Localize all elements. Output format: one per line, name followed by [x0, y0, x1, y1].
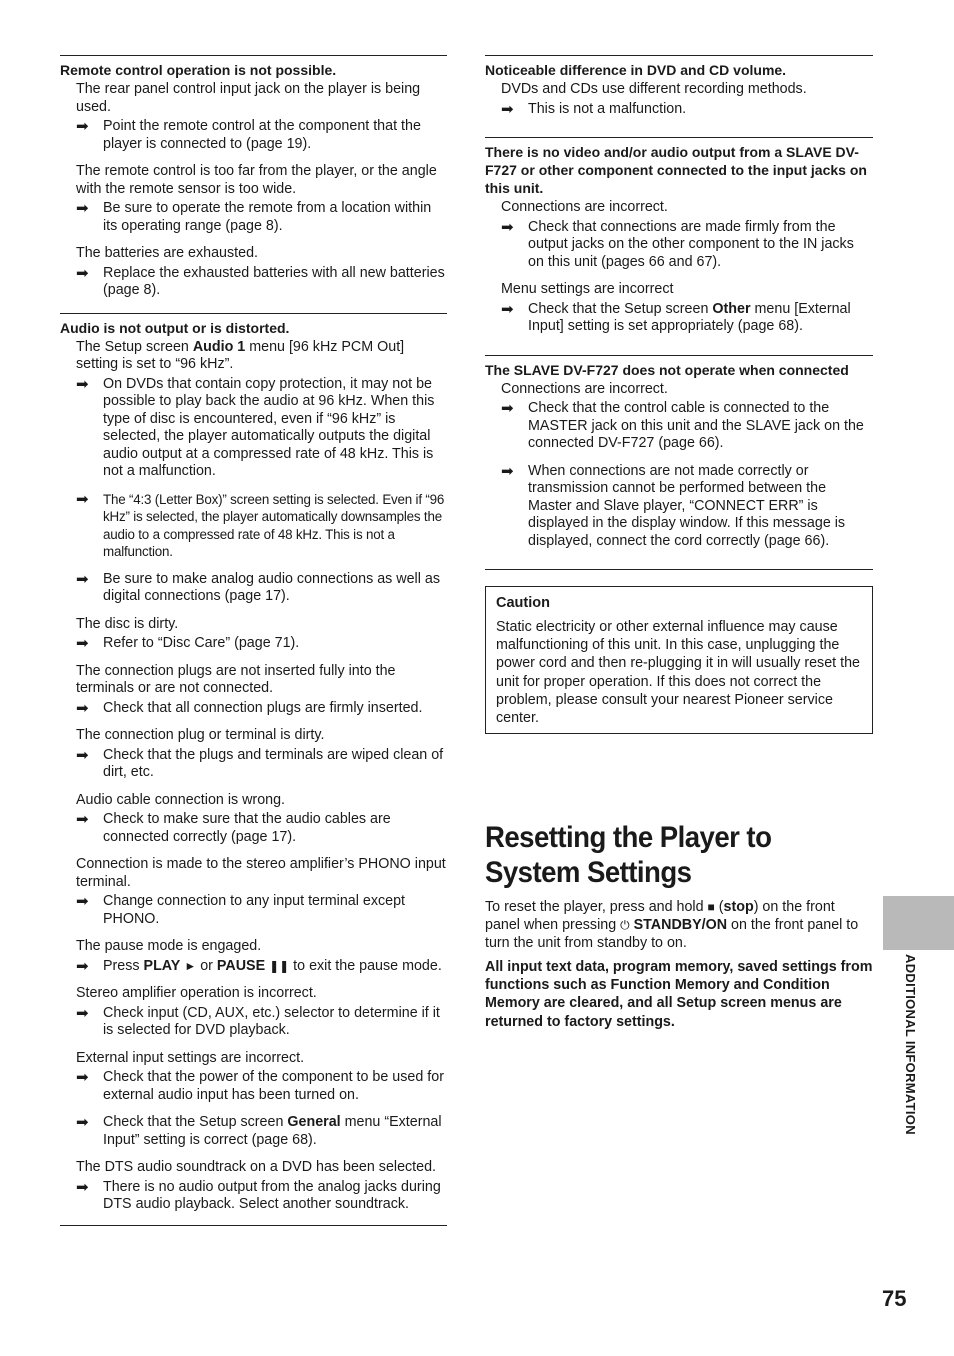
cause-text: The pause mode is engaged.: [76, 938, 262, 954]
cause-text: DVDs and CDs use different recording methods.: [501, 81, 807, 97]
troubleshoot-audio: [60, 313, 447, 1226]
arrow-icon: ➡: [76, 635, 89, 652]
cause-text: Connections are incorrect.: [501, 199, 668, 215]
section-title: Remote control operation is not possible.: [60, 62, 337, 78]
play-label: PLAY: [143, 957, 181, 974]
troubleshoot-remote: [60, 55, 447, 313]
remedy-item: ➡ Check that all connection plugs are firmly inserted.: [76, 699, 423, 717]
arrow-icon: ➡: [76, 264, 89, 282]
remedy-item: ➡ On DVDs that contain copy protection, it may not be possible to play back the audio at 96 kHz. When this type of disc is encountered, even if “96 kHz” is selected, the player automatically outputs the digital audio output at a compressed rate of 48 kHz. This is not a malfunction.: [76, 375, 435, 479]
reset-heading: Resetting the Player to System Settings: [485, 821, 772, 889]
remedy-item: ➡ Check that the control cable is connected to the MASTER jack on this unit and the SLAVE jack on the connected DV-F727 (page 66).: [501, 400, 864, 451]
left-column: [60, 55, 447, 1226]
section-title: Audio is not output or is distorted.: [60, 319, 290, 336]
right-column: [485, 55, 873, 734]
caution-text: Static electricity or other external influence may cause malfunctioning of this unit. In this case, unplugging the power cord and then re-plugging it in will usually reset the unit for proper operation. If this does not correct the problem, please consult your nearest Pioneer service center.: [496, 619, 860, 727]
arrow-icon: ➡: [76, 893, 89, 910]
arrow-icon: ➡: [501, 218, 514, 236]
reset-instructions: To reset the player, press and hold ■ (stop) on the front panel when pressing ⏻ STANDBY/ON on the front panel to turn the unit from standby to on.: [485, 899, 859, 951]
stop-icon: ■: [707, 900, 715, 914]
remedy-item: ➡ Point the remote control at the component that the player is connected to (page 19).: [76, 118, 421, 152]
remedy-item: ➡ Check that the plugs and terminals are wiped clean of dirt, etc.: [76, 746, 444, 780]
cause-text: Audio cable connection is wrong.: [76, 791, 286, 808]
reset-warning: All input text data, program memory, saved settings from functions such as Function Memory and Condition Memory are cleared, and all Setup screen menus are returned to factory settings.: [485, 959, 873, 1030]
remedy-item: ➡ Check that connections are made firmly from the output jacks on the other component to the IN jacks on this unit (pages 66 and 67).: [501, 218, 854, 270]
arrow-icon: ➡: [76, 1178, 89, 1196]
cause-text: The batteries are exhausted.: [76, 245, 258, 261]
cause-text: The DTS audio soundtrack on a DVD has been selected.: [76, 1159, 437, 1175]
section-title: The SLAVE DV-F727 does not operate when connected: [485, 361, 849, 378]
troubleshoot-slave-output: [485, 137, 873, 355]
cause-text: The remote control is too far from the player, or the angle with the remote sensor is too wide.: [76, 163, 437, 197]
remedy-item: ➡ Be sure to make analog audio connections as well as digital connections (page 17).: [76, 570, 440, 604]
arrow-icon: ➡: [501, 300, 514, 318]
cause-text: The rear panel control input jack on the player is being used.: [76, 81, 421, 115]
caution-box: [485, 586, 873, 734]
remedy-item: ➡ Change connection to any input terminal except PHONO.: [76, 893, 406, 927]
arrow-icon: ➡: [76, 570, 89, 588]
pause-icon: ❚❚: [269, 958, 290, 973]
remedy-item: ➡ The “4:3 (Letter Box)” screen setting is selected. Even if “96 kHz” is selected, the player automatically downsamples the audio to a compressed rate of 48 kHz. This is not a malfunction.: [76, 490, 445, 559]
play-icon: ►: [184, 958, 197, 973]
remedy-item: ➡ Check to make sure that the audio cables are connected correctly (page 17).: [76, 811, 391, 845]
section-title: Noticeable difference in DVD and CD volume.: [485, 62, 787, 78]
cause-text: The connection plugs are not inserted fully into the terminals or are not connected.: [76, 662, 396, 696]
arrow-icon: ➡: [76, 699, 89, 717]
page-number: 75: [882, 1286, 907, 1311]
troubleshoot-slave-operate: [485, 355, 873, 571]
standby-label: STANDBY/ON: [629, 917, 728, 933]
arrow-icon: ➡: [501, 100, 514, 118]
power-icon: ⏻: [620, 918, 630, 932]
section-tab: [883, 896, 954, 950]
arrow-icon: ➡: [76, 957, 89, 975]
cause-text: The disc is dirty.: [76, 615, 179, 632]
arrow-icon: ➡: [76, 200, 89, 217]
arrow-icon: ➡: [76, 118, 89, 135]
cause-text: Stereo amplifier operation is incorrect.: [76, 985, 317, 1001]
arrow-icon: ➡: [76, 1004, 89, 1022]
arrow-icon: ➡: [501, 400, 514, 417]
remedy-item: ➡ Replace the exhausted batteries with all new batteries (page 8).: [76, 264, 445, 298]
arrow-icon: ➡: [76, 811, 89, 828]
side-section-label: ADDITIONAL INFORMATION: [903, 954, 918, 1135]
arrow-icon: ➡: [76, 375, 89, 393]
remedy-item: ➡ Check that the power of the component to be used for external audio input has been turned on.: [76, 1069, 444, 1103]
remedy-item: ➡ Press PLAY ► or PAUSE ❚❚ to exit the pause mode.: [76, 957, 442, 975]
section-title: There is no video and/or audio output from a SLAVE DV-F727 or other component connected to the input jacks on this unit.: [485, 144, 867, 196]
arrow-icon: ➡: [76, 746, 89, 764]
remedy-item: ➡ Check input (CD, AUX, etc.) selector to determine if it is selected for DVD playback.: [76, 1004, 440, 1038]
remedy-item: ➡ Refer to “Disc Care” (page 71).: [76, 635, 300, 652]
remedy-item: ➡ This is not a malfunction.: [501, 100, 687, 118]
cause-text: External input settings are incorrect.: [76, 1049, 305, 1066]
remedy-item: ➡ There is no audio output from the analog jacks during DTS audio playback. Select another soundtrack.: [76, 1178, 441, 1212]
caution-title: Caution: [496, 595, 550, 611]
remedy-item: ➡ When connections are not made correctly or transmission cannot be performed between the Master and Slave player, “CONNECT ERR” is displayed in the display window. If this message is displayed, connect the cord correctly (page 66).: [501, 462, 846, 549]
cause-text: The connection plug or terminal is dirty.: [76, 727, 325, 743]
arrow-icon: ➡: [76, 1069, 89, 1086]
cause-text: Connections are incorrect.: [501, 380, 668, 397]
remedy-item: ➡ Check that the Setup screen Other menu [External Input] setting is set appropriately (page 68).: [501, 300, 851, 334]
troubleshoot-volume: [485, 55, 873, 137]
arrow-icon: ➡: [76, 1114, 89, 1131]
remedy-item: ➡ Check that the Setup screen General menu “External Input” setting is correct (page 68).: [76, 1114, 442, 1148]
pause-label: PAUSE: [216, 957, 266, 974]
cause-text: Menu settings are incorrect: [501, 281, 674, 297]
cause-text: Connection is made to the stereo amplifier’s PHONO input terminal.: [76, 856, 446, 890]
remedy-item: ➡ Be sure to operate the remote from a location within its operating range (page 8).: [76, 200, 432, 234]
stop-label: stop: [723, 899, 754, 915]
arrow-icon: ➡: [501, 462, 514, 480]
cause-text: The Setup screen Audio 1 menu [96 kHz PCM Out] setting is set to “96 kHz”.: [76, 338, 405, 372]
arrow-icon: ➡: [76, 490, 89, 508]
